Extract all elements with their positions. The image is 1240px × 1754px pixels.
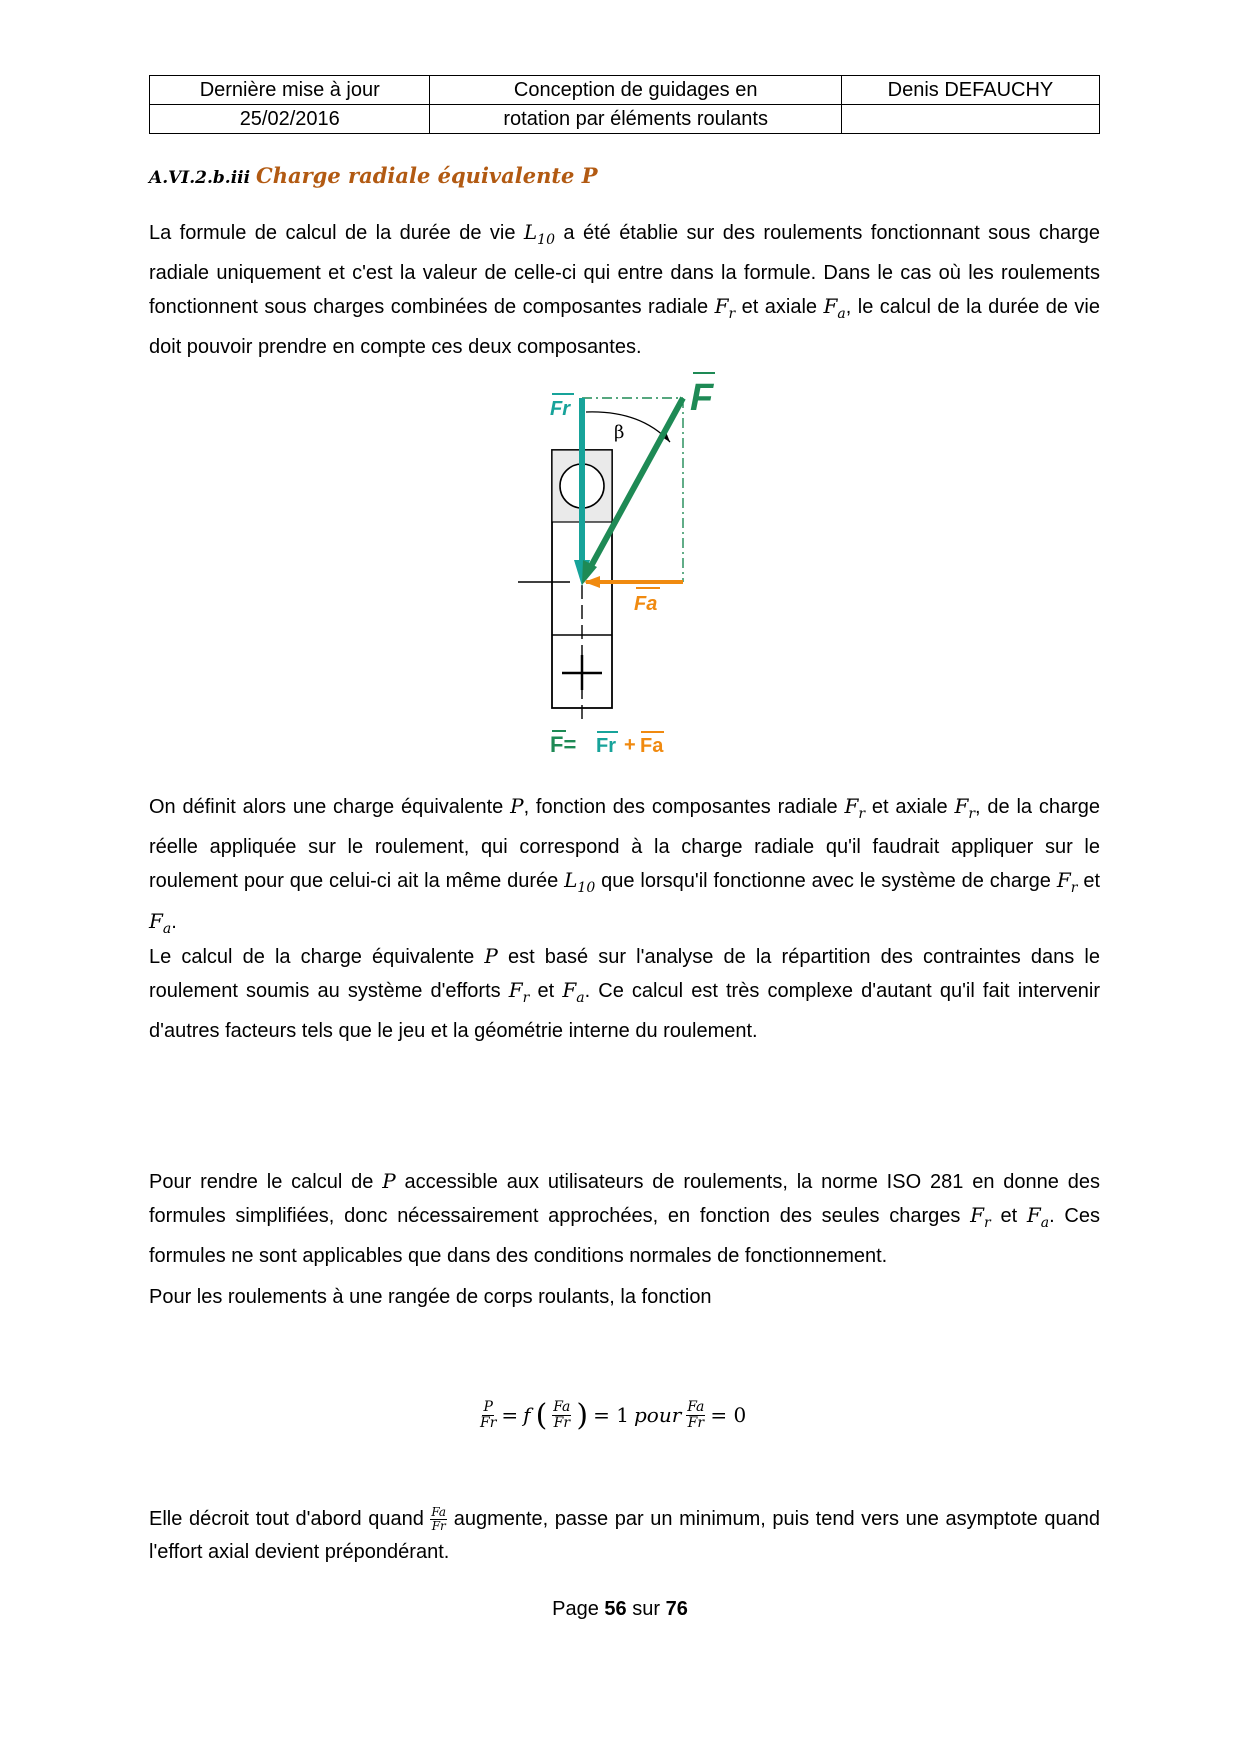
paragraph-4: Pour rendre le calcul de P accessible aux utilisateurs de roulements, la norme ISO 281 en donne des formules simplifiées, donc nécessairement approchées, en fonction des seules charges $F_r$ et $F_a$. Ces formules ne sont applicables que dans des conditions normales de fonctionnement. <box>149 1169 1100 1267</box>
paragraph-2: On définit alors une charge équivalente P, fonction des composantes radiale $F_r$ et axiale $F_r$, de la charge réelle appliquée sur le roulement, qui correspond à la charge radiale qu'il faudrait appliquer sur le roulement pour que celui-ci ait la même durée $L_{10}$ que lorsqu'il fonctionne avec le système de charge $F_r$ et $F_a$. <box>149 794 1100 937</box>
beta-angle-arc <box>586 412 670 442</box>
caption-plus: + <box>624 734 636 756</box>
header-table <box>149 75 1100 134</box>
caption-fr: Fr <box>596 735 616 757</box>
header-empty-cell <box>841 105 1099 134</box>
header-author: Denis DEFAUCHY <box>841 76 1099 105</box>
header-title-line1: Conception de guidages en <box>430 76 841 105</box>
fa-over-fr-fraction: $\frac{Fa}{Fr}$ <box>431 1505 447 1534</box>
page-footer: Page 56 sur 76 <box>552 1598 688 1620</box>
paragraph-6: Elle décroit tout d'abord quand $\frac{Fa}{Fr}$ augmente, passe par un minimum, puis tend vers une asymptote quand l'effort axial devient prépondérant. <box>149 1505 1101 1563</box>
header-date: 25/02/2016 <box>150 105 430 134</box>
section-number: A.VI.2.b.iii <box>149 168 251 188</box>
bearing-force-diagram <box>500 370 740 770</box>
page-number: 56 <box>604 1598 627 1620</box>
label-fa: Fa <box>634 593 658 615</box>
equation-p-over-fr: $\frac{P}{Fr}$ = f ( $\frac{Fa}{Fr}$ ) = 1 pour $\frac{Fa}{Fr}$ = 0 <box>480 1397 747 1433</box>
page-total: 76 <box>665 1598 688 1620</box>
caption-fa: Fa <box>640 735 664 757</box>
label-fr: Fr <box>550 398 570 420</box>
paragraph-3: Le calcul de la charge équivalente P est basé sur l'analyse de la répartition des contraintes dans le roulement soumis au système d'efforts $F_r$ et $F_a$. Ce calcul est très complexe d'autant qu'il fait intervenir d'autres facteurs tels que le jeu et la géométrie interne du roulement. <box>149 944 1100 1042</box>
section-heading <box>149 163 598 188</box>
section-title: Charge radiale équivalente P <box>256 163 598 188</box>
paragraph-1: La formule de calcul de la durée de vie $L_{10}$ a été établie sur des roulements fonctionnant sous charge radiale uniquement et c'est la valeur de celle-ci qui entre dans la formule. Dans le cas où les roulements fonctionnent sous charges combinées de composantes radiale $F_r$ et axiale $F_a$, le calcul de la durée de vie doit pouvoir prendre en compte ces deux composantes. <box>149 220 1100 358</box>
caption-f-equals: F= <box>550 732 577 757</box>
label-f: F <box>690 377 714 419</box>
header-last-update-label: Dernière mise à jour <box>150 76 430 105</box>
paragraph-5: Pour les roulements à une rangée de corps roulants, la fonction <box>149 1286 712 1308</box>
header-title-line2: rotation par éléments roulants <box>430 105 841 134</box>
beta-label: β <box>614 422 625 443</box>
